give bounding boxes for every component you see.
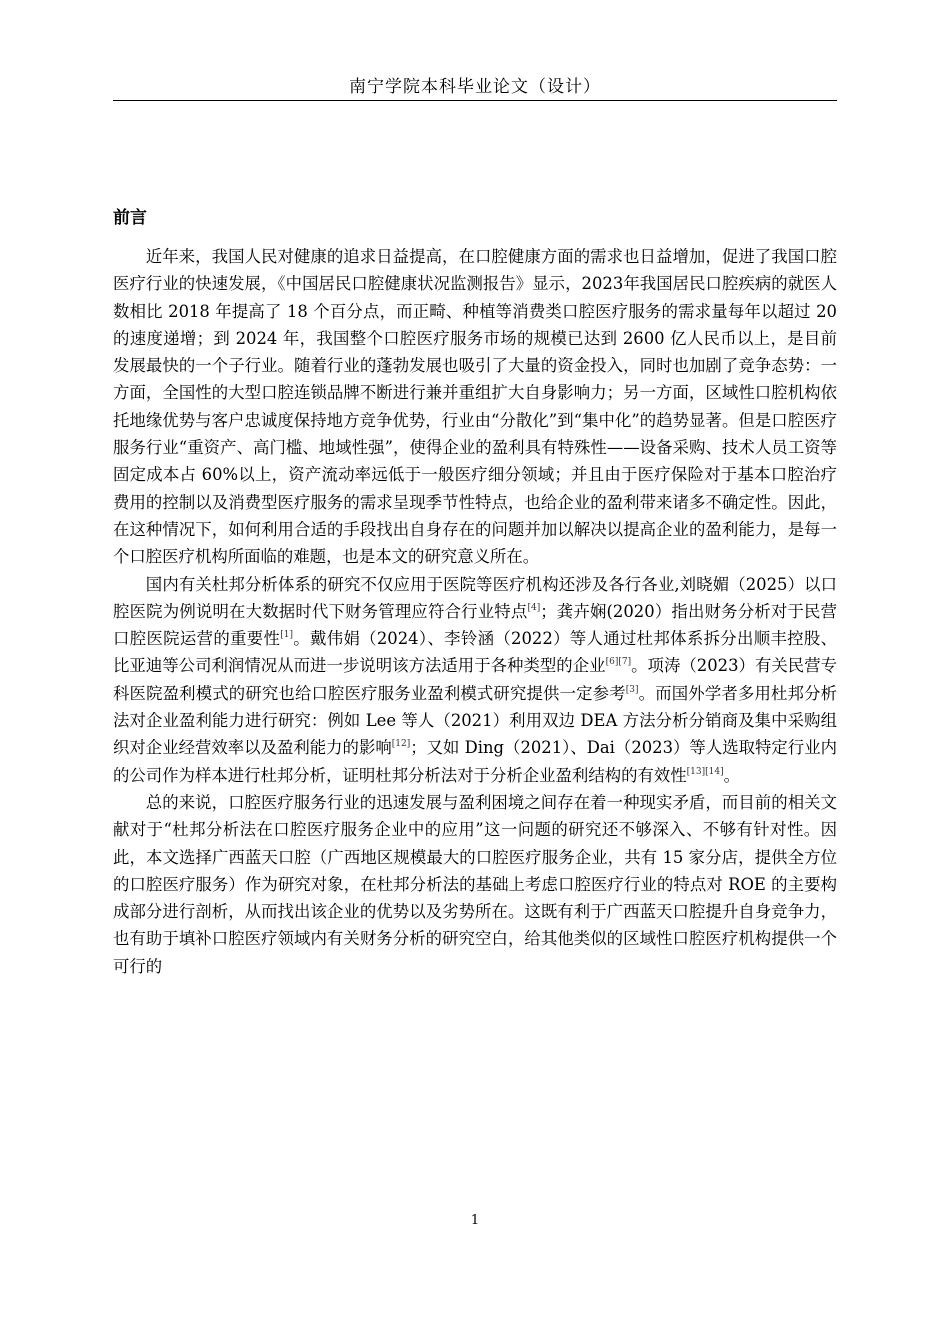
citation-reference: [3] [625, 684, 639, 695]
citation-reference: [6][7] [605, 657, 632, 668]
running-header: 南宁学院本科毕业论文（设计） [349, 77, 601, 97]
paragraph-text: 近年来，我国人民对健康的追求日益提高，在口腔健康方面的需求也日益增加，促进了我国口腔医疗行业的快速发展，《中国居民口腔健康状况监测报告》显示，2023年我国居民口腔疾病的就医人数相比 2018 年提高了 18 个百分点，而正畸、种植等消费类口腔医疗服务的需求量每年以超过 20 的速度递增；到 2024 年，我国整个口腔医疗服务市场的规模已达到 2600 亿人民币以上，是目前发展最快的一个子行业。随着行业的蓬勃发展也吸引了大量的资金投入，同时也加剧了竞争态势：一方面，全国性的大型口腔连锁品牌不断进行兼并重组扩大自身影响力；另一方面，区域性口腔机构依托地缘优势与客户忠诚度保持地方竞争优势，行业由“分散化”到“集中化”的趋势显著。但是口腔医疗服务行业“重资产、高门槛、地域性强”，使得企业的盈利具有特殊性——设备采购、技术人员工资等固定成本占 60%以上，资产流动率远低于一般医疗细分领域；并且由于医疗保险对于基本口腔治疗费用的控制以及消费型医疗服务的需求呈现季节性特点，也给企业的盈利带来诸多不确定性。因此，在这种情况下，如何利用合适的手段找出自身存在的问题并加以解决以提高企业的盈利能力，是每一个口腔医疗机构所面临的难题，也是本文的研究意义所在。 [113, 247, 837, 567]
body-paragraph [113, 789, 837, 980]
paragraph-text: 。戴伟娟（2024）、李铃涵（2022）等人通过杜邦体系拆分出顺丰控股、比亚迪等公司利润情况从而进一步说明该方法适用于各种类型的企业 [113, 629, 837, 676]
paragraph-text: 。项涛（2023）有关民营专科医院盈利模式的研究也给口腔医疗服务业盈利模式研究提供一定参考 [113, 656, 838, 703]
header-divider [113, 100, 837, 101]
paragraph-text: 国内有关杜邦分析体系的研究不仅应用于医院等医疗机构还涉及各行各业,刘晓媚（2025）以口腔医院为例说明在大数据时代下财务管理应符合行业特点 [113, 574, 837, 621]
paragraph-text: 。而国外学者多用杜邦分析法对企业盈利能力进行研究：例如 Lee 等人（2021）利用双边 DEA 方法分析分销商及集中采购组织对企业经营效率以及盈利能力的影响 [113, 683, 838, 758]
paragraph-text: 。 [723, 765, 741, 785]
document-body [113, 243, 837, 980]
body-paragraph [113, 571, 837, 789]
citation-reference: [1] [280, 630, 293, 641]
body-paragraph [113, 243, 837, 571]
citation-reference: [13][14] [686, 766, 724, 777]
citation-reference: [12] [391, 739, 411, 750]
section-title: 前言 [113, 208, 147, 228]
page-number: 1 [470, 1213, 480, 1228]
paragraph-text: 总的来说，口腔医疗服务行业的迅速发展与盈利困境之间存在着一种现实矛盾，而目前的相关文献对于“杜邦分析法在口腔医疗服务企业中的应用”这一问题的研究还不够深入、不够有针对性。因此，本文选择广西蓝天口腔（广西地区规模最大的口腔医疗服务企业，共有 15 家分店，提供全方位的口腔医疗服务）作为研究对象，在杜邦分析法的基础上考虑口腔医疗行业的特点对 ROE 的主要构成部分进行剖析，从而找出该企业的优势以及劣势所在。这既有利于广西蓝天口腔提升自身竞争力，也有助于填补口腔医疗领域内有关财务分析的研究空白，给其他类似的区域性口腔医疗机构提供一个可行的 [113, 792, 837, 976]
paragraph-text: ；龚卉娴(2020）指出财务分析对于民营口腔医院运营的重要性 [113, 601, 838, 649]
citation-reference: [4] [527, 602, 541, 613]
paragraph-text: ；又如 Ding（2021）、Dai（2023）等人选取特定行业内的公司作为样本进行杜邦分析，证明杜邦分析法对于分析企业盈利结构的有效性 [113, 738, 837, 785]
